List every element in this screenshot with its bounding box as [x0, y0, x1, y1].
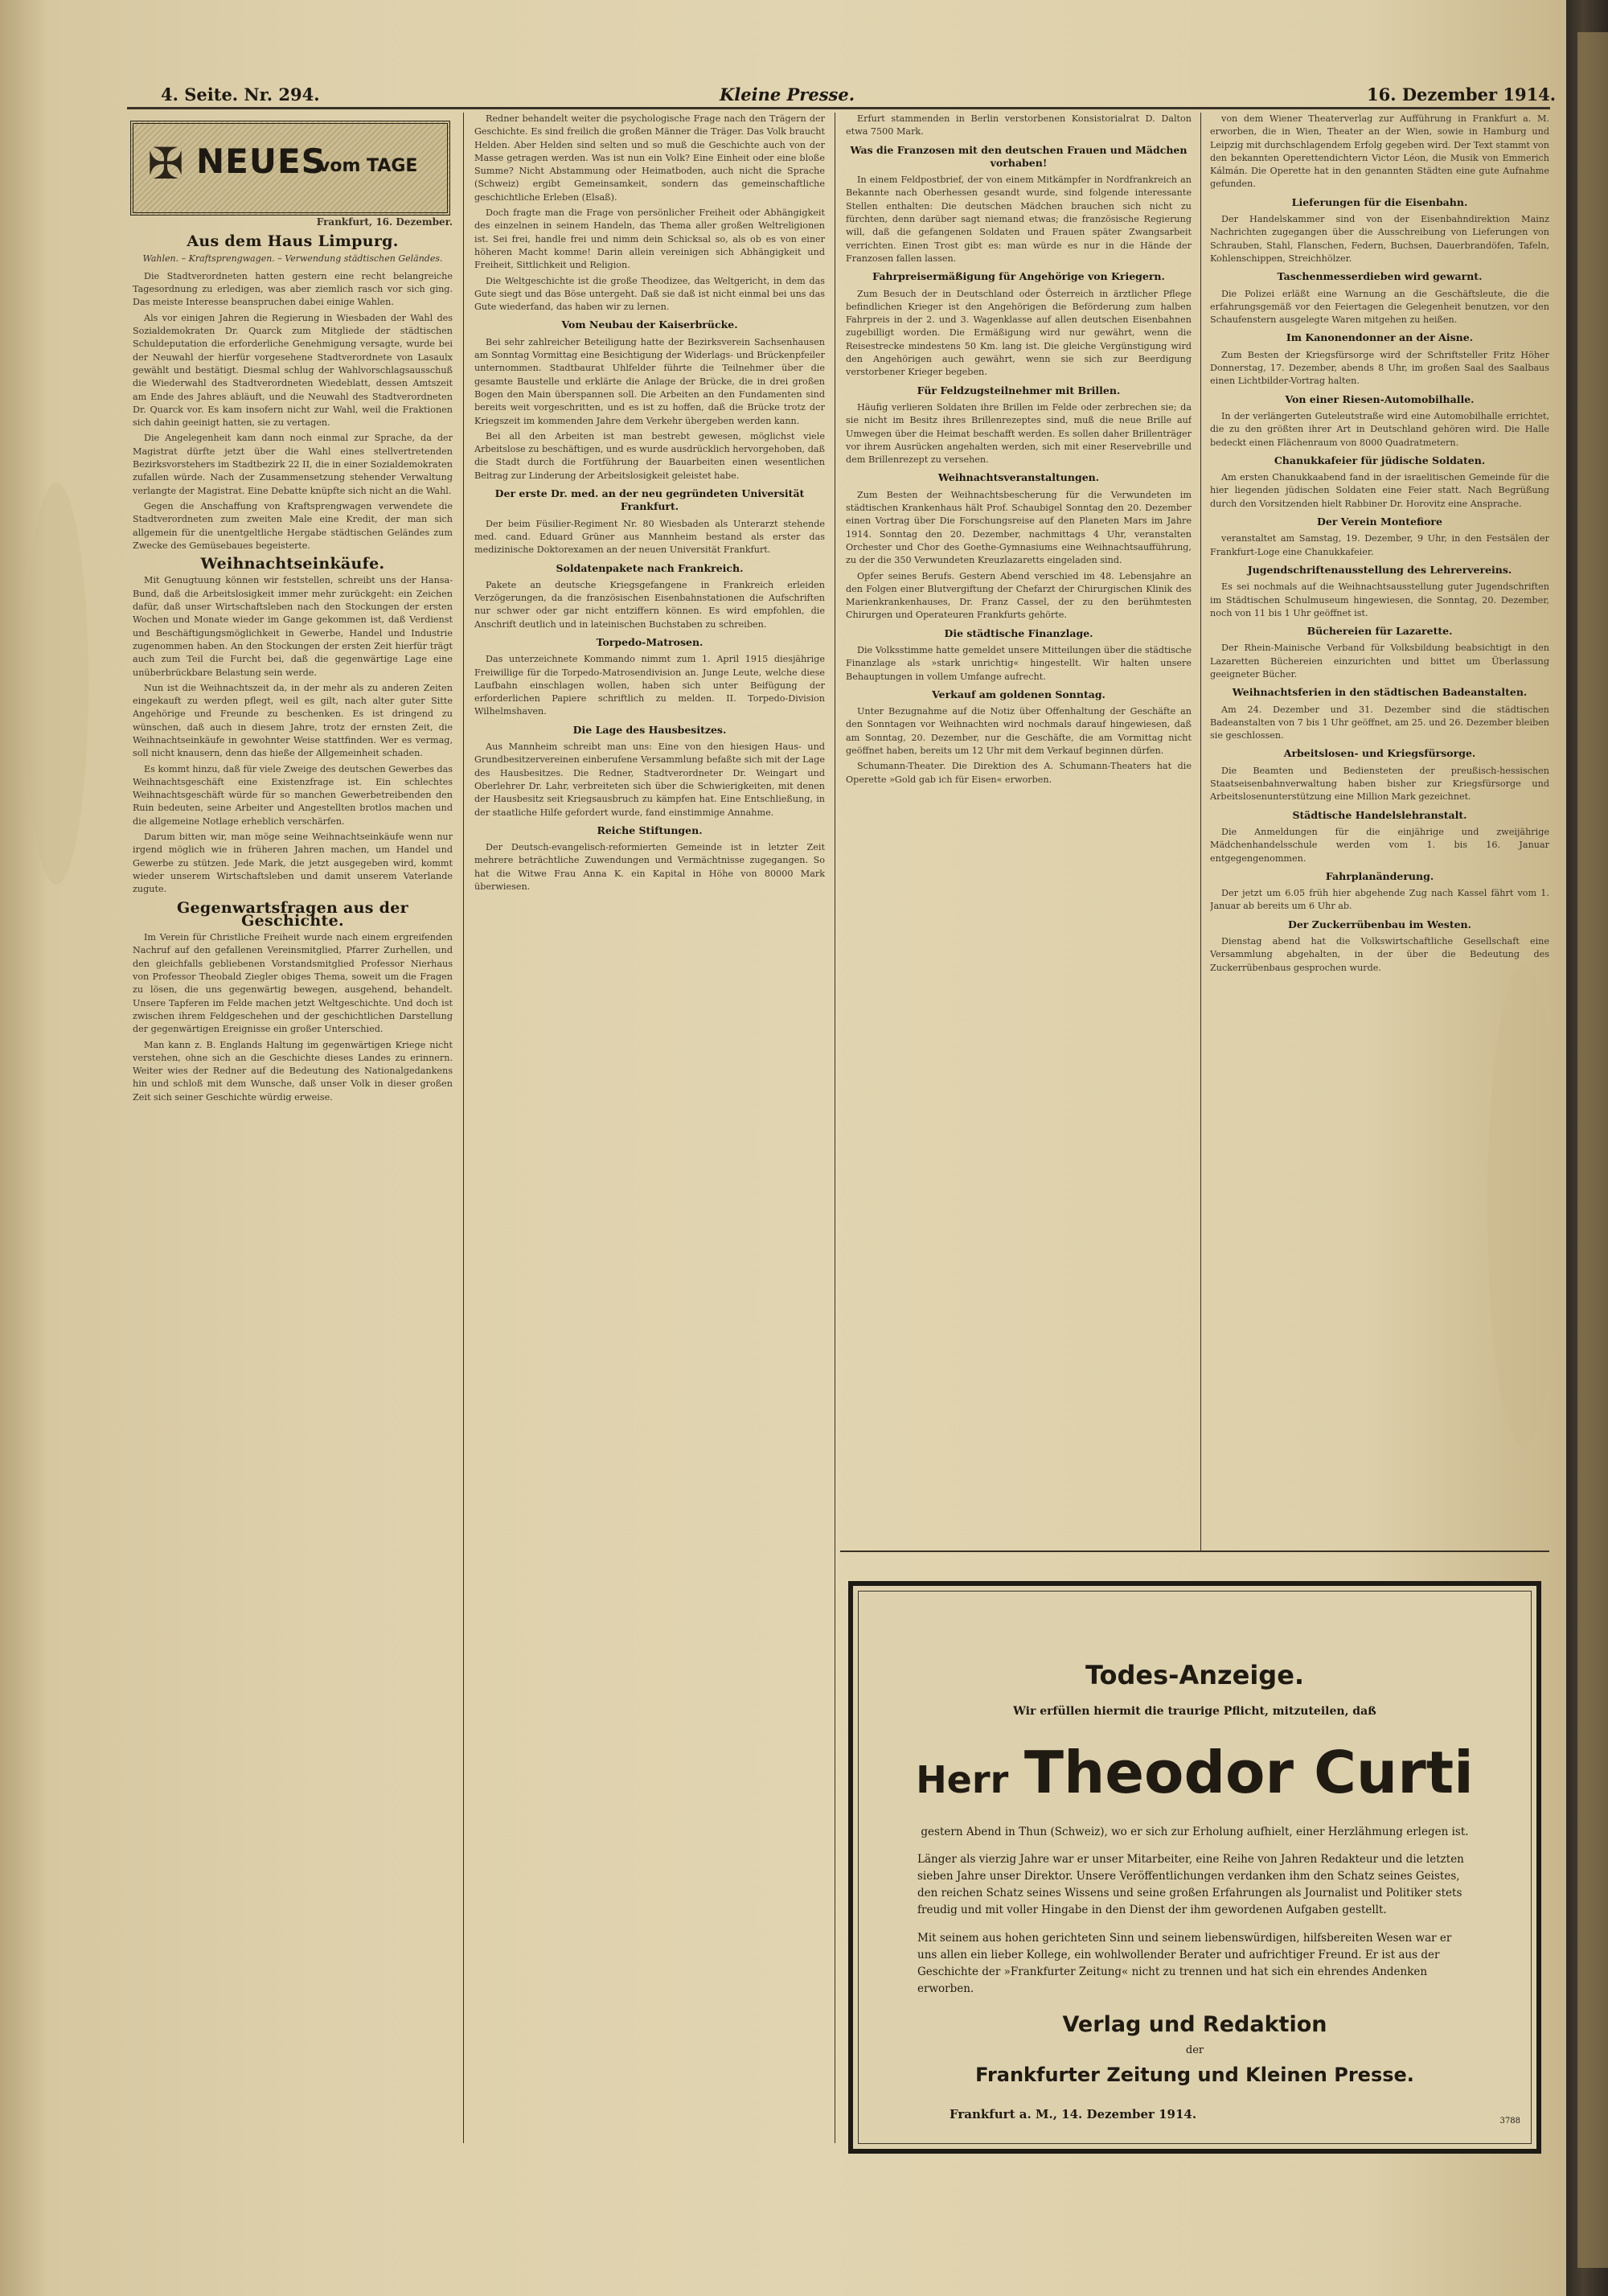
article-paragraph: Mit Genugtuung können wir feststellen, schreibt uns der Hansa-Bund, daß die Arbeitslosigkeit immer mehr zurückgeht: ein Zeichen dafür, daß unser Wirtschaftsleben nach den Stockungen der ersten Wochen und Monate wieder im Gange gekommen ist, daß Verdienst und Beschäftigungsmöglichkeit in Gewerbe, Handel und Industrie zugenommen haben. An den Stockungen der ersten Zeit hierfür trägt auch zum Teil die Furcht bei, daß die gegenwärtige Lage eine unüberbrückbare Belastung sein werde.	[133, 575, 453, 678]
article-title: Aus dem Haus Limpurg.	[187, 232, 399, 251]
article-paragraph: In der verlängerten Guteleutstraße wird eine Automobilhalle errichtet, die zu den größten ihrer Art in Deutschland gehören wird. Die Halle bedeckt einen Flächenraum von 8000 Quadratmetern.	[1210, 410, 1549, 448]
article-title: Torpedo-Matrosen.	[596, 635, 704, 648]
paper-name: Kleine Presse.	[720, 84, 855, 105]
article-paragraph: Am ersten Chanukkaabend fand in der israelitischen Gemeinde für die hier liegenden jüdischen Soldaten eine Feier statt. Nach Begrüßung durch den Vorsitzenden hielt Rabbiner Dr. Horovitz eine Ansprache.	[1210, 472, 1549, 509]
ad-body-2: Länger als vierzig Jahre war er unser Mitarbeiter, eine Reihe von Jahren Redakteur und die letzten sieben Jahre unser Direktor. Unsere Veröffentlichungen verdanken ihm den Schatz seines Geistes, den reichen Schatz seines Wissens und seine großen Erfahrungen als Journalist und Politiker stets freudig und mit voller Hingabe in den Dienst der ihm gewordenen Aufgaben gestellt.	[917, 1853, 1464, 1916]
article-title: Reiche Stiftungen.	[597, 824, 703, 836]
article-paragraph: Bei sehr zahlreicher Beteiligung hatte der Bezirksverein Sachsenhausen am Sonntag Vormittag eine Besichtigung der Widerlags- und Brückenpfeiler unternommen. Stadtbaurat Uhlfelder führte die Teilnehmer über die gesamte Baustelle und erklärte die Anlage der Brücke, die in drei großen Bogen den Main überspannen soll. Die Arbeiten an den Fundamenten sind bereits weit vorgeschritten, und es ist zu hoffen, daß die Brücke trotz der Kriegszeit im kommenden Jahre dem Verkehr übergeben werden kann.	[474, 336, 825, 426]
article-paragraph: Der Deutsch-evangelisch-reformierten Gemeinde ist in letzter Zeit mehrere beträchtliche Zuwendungen und Vermächtnisse zugegangen. So hat die Witwe Frau Anna K. ein Kapital in Höhe von 80000 Mark überwiesen.	[474, 842, 825, 893]
article-title: Weihnachtsveranstaltungen.	[937, 471, 1100, 484]
article-paragraph: Nun ist die Weihnachtszeit da, in der mehr als zu anderen Zeiten eingekauft zu werden pflegt, weil es gilt, nach alter guter Sitte Angehörige und Freunde zu beschenken. Es ist dringend zu wünschen, daß auch in diesem Jahre, trotz der ernsten Zeit, die Weihnachtseinkäufe in gewohnter Weise stattfinden. Wer es vermag, soll nicht knausern, denn das hieße der Allgemeinheit schaden.	[133, 682, 453, 759]
next-page-edge	[1577, 32, 1608, 2268]
article-title: Städtische Handelslehranstalt.	[1292, 808, 1467, 821]
page-reference: 4. Seite. Nr. 294.	[161, 84, 320, 105]
article-paragraph: Man kann z. B. Englands Haltung im gegenwärtigen Kriege nicht verstehen, ohne sich an die Geschichte dieses Landes zu erinnern. Weiter wies der Redner auf die Bedeutung des Nationalgedankens hin und schloß mit dem Wunsche, daß unser Volk in dieser großen Zeit sich seiner Geschichte würdig erweise.	[133, 1039, 453, 1103]
article-paragraph: Bei all den Arbeiten ist man bestrebt gewesen, möglichst viele Arbeitslose zu beschäftigen, und es wurde ausdrücklich hervorgehoben, daß die Stadt durch die Fortführung der Bauarbeiten einen wesentlichen Beitrag zur Linderung der Arbeitslosigkeit geleistet habe.	[474, 430, 825, 481]
article-paragraph: Als vor einigen Jahren die Regierung in Wiesbaden der Wahl des Sozialdemokraten Dr. Quarck zum Mitgliede der städtischen Schuldeputation die erforderliche Genehmigung versagte, wurde bei der Neuwahl der hierfür vorgesehene Stadtverordnete von Lasaulx gewählt und bestätigt. Diesmal schlug der Wahlvorschlagsausschuß die Wiederwahl des Stadtverordneten Wiedeblatt, dessen Amtszeit am Ende des Jahres abläuft, und die Neuwahl des Stadtverordneten Dr. Quarck vor. Es kam insofern nicht zur Wahl, weil die Fraktionen sich dahin geeinigt hatten, sie zu vertagen.	[133, 312, 453, 429]
header-rule	[127, 107, 1550, 109]
ad-heading: Todes-Anzeige.	[1085, 1660, 1305, 1690]
article-paragraph: Die Polizei erläßt eine Warnung an die Geschäftsleute, die die erfahrungsgemäß vor den Feiertagen die Gelegenheit benutzen, vor den Schaufenstern ausgelegte Waren mitgehen zu heißen.	[1210, 288, 1549, 326]
article-paragraph: Doch fragte man die Frage von persönlicher Freiheit oder Abhängigkeit des einzelnen in seinem Handeln, das Thema aller großen Weltreligionen ist. Sei frei, handle frei und nimm dein Schicksal so, als ob es von einer höheren Macht komme! Darin allein vereinigen sich Abhängigkeit und Freiheit, Sittlichkeit und Religion.	[474, 207, 825, 271]
article-title: Gegenwartsfragen aus der Geschichte.	[177, 898, 408, 930]
article-title: Der erste Dr. med. an der neu gegründeten Universität Frankfurt.	[494, 487, 805, 513]
article-paragraph: Die Beamten und Bediensteten der preußisch-hessischen Staatseisenbahnverwaltung haben bisher zur Kriegsfürsorge und Arbeitslosenunterstützung eine Million Mark gezeichnet.	[1210, 765, 1549, 803]
article-paragraph: Aus Mannheim schreibt man uns: Eine von den hiesigen Haus- und Grundbesitzervereinen einberufene Versammlung befaßte sich mit der Lage des Hausbesitzes. Die Redner, Stadtverordneter Dr. Weingart und Oberlehrer Dr. Lahr, verbreiteten sich über die Schwierigkeiten, mit denen der Hausbesitz seit Kriegsausbruch zu kämpfen hat. Eine Entschließung, in der staatliche Hilfe gefordert wurde, fand einstimmige Annahme.	[474, 741, 825, 818]
ad-number: 3788	[1499, 2117, 1520, 2126]
issue-date: 16. Dezember 1914.	[1367, 84, 1557, 105]
signature-line-1: Verlag und Redaktion	[1062, 2012, 1327, 2037]
eagle-icon: ✠	[147, 138, 184, 189]
death-notice-ad	[848, 1581, 1541, 2154]
article-title: Chanukkafeier für jüdische Soldaten.	[1274, 454, 1486, 466]
article-paragraph: Gegen die Anschaffung von Kraftsprengwagen verwendete die Stadtverordneten zum zweiten Male eine Kredit, der man sich allgemein für die unentgeltliche Hergabe städtischen Geländes zum Zwecke des Gemüsebaues begeisterte.	[133, 500, 453, 551]
article-paragraph: Das unterzeichnete Kommando nimmt zum 1. April 1915 diesjährige Freiwillige für die Torpedo-Matrosendivision an. Junge Leute, welche diese Laufbahn einschlagen wollen, haben sich unter Beifügung der erforderlichen Papiere schriftlich zu melden. II. Torpedo-Division Wilhelmshaven.	[474, 654, 825, 717]
deceased-name-line	[853, 1739, 1536, 1806]
article-title: Taschenmesserdieben wird gewarnt.	[1277, 270, 1483, 283]
article-title: Arbeitslosen- und Kriegsfürsorge.	[1283, 747, 1476, 760]
column-divider	[463, 113, 464, 2143]
article-paragraph: Am 24. Dezember und 31. Dezember sind die städtischen Badeanstalten von 7 bis 1 Uhr geöffnet, am 25. und 26. Dezember bleiben sie geschlossen.	[1210, 704, 1549, 741]
article-title: Büchereien für Lazarette.	[1306, 625, 1453, 638]
article-title: Vom Neubau der Kaiserbrücke.	[561, 318, 738, 331]
article-paragraph: Opfer seines Berufs. Gestern Abend verschied im 48. Lebensjahre an den Folgen einer Blutvergiftung der Chefarzt der Chirurgischen Klinik des Marienkrankenhauses, Dr. Franz Cassel, der zu den berühmtesten Chirurgen und Operateuren Frankfurts gehörte.	[846, 570, 1192, 621]
ad-intro: Wir erfüllen hiermit die traurige Pflicht, mitzuteilen, daß	[1013, 1705, 1376, 1718]
column-1	[133, 216, 453, 2146]
article-paragraph: Es kommt hinzu, daß für viele Zweige des deutschen Gewerbes das Weihnachtsgeschäft eine Existenzfrage ist. Ein schlechtes Weihnachtsgeschäft würde für so manchen Gewerbetreibenden den Ruin bedeuten, seine Arbeiter und Angestellten brotlos machen und die allgemeine Notlage erheblich verschärfen.	[133, 763, 453, 827]
article-title: Im Kanonendonner an der Aisne.	[1286, 331, 1474, 344]
signature-line-2: der	[1185, 2044, 1204, 2056]
article-title: Soldatenpakete nach Frankreich.	[556, 561, 744, 574]
article-paragraph: von dem Wiener Theaterverlag zur Aufführung in Frankfurt a. M. erworben, die in Wien, Theater an der Wien, sowie in Hamburg und Leipzig mit durchschlagendem Erfolg gegeben wird. Der Text stammt von den bekannten Operettendichtern Victor Léon, die Musik von Emmerich Kálmán. Die Operette hat in den genannten Städten eine gute Aufnahme gefunden.	[1210, 113, 1549, 190]
article-paragraph: Die Volksstimme hatte gemeldet unsere Mitteilungen über die städtische Finanzlage als »stark unrichtig« hingestellt. Wir halten unsere Behauptungen in vollem Umfange aufrecht.	[846, 644, 1192, 682]
article-paragraph: In einem Feldpostbrief, der von einem Mitkämpfer in Nordfrankreich an Bekannte nach Oberhessen gesandt wurde, sind folgende interessante Stellen enthalten: Die deutschen Mädchen brauchen sich nicht zu fürchten, denn darüber sagt niemand etwas; die französische Regierung will, daß die gefangenen Soldaten und Frauen später Zwangsarbeit verrichten. Einen Trost gibt es: man würde es nur in die Hände der Franzosen fallen lassen.	[846, 175, 1192, 264]
article-paragraph: Der Rhein-Mainische Verband für Volksbildung beabsichtigt in den Lazaretten Büchereien einzurichten und bittet um Überlassung geeigneter Bücher.	[1210, 643, 1549, 680]
ad-divider	[840, 1551, 1549, 1552]
logo-text: NEUES	[196, 142, 326, 181]
article-title: Der Zuckerrübenbau im Westen.	[1288, 918, 1471, 930]
ad-body-3: Mit seinem aus hohen gerichteten Sinn und seinem liebenswürdigen, hilfsbereiten Wesen war er uns allen ein lieber Kollege, ein wohlwollender Berater und aufrichtiger Freund. Er ist aus der Geschichte der »Frankfurter Zeitung« nicht zu trennen und hat sich ein ehrendes Andenken erworben.	[917, 1932, 1452, 1995]
place-date: Frankfurt a. M., 14. Dezember 1914.	[950, 2107, 1197, 2121]
neues-vom-tage-logo	[130, 121, 450, 216]
article-paragraph: Die Angelegenheit kam dann noch einmal zur Sprache, da der Magistrat dürfte jetzt über die Wahl eines stellvertretenden Bezirksvorstehers im Stadtbezirk 22 II, die in einer Sozialdemokraten zufallen würde. Nach der Zusammensetzung stehender Verwaltung verlangte der Magistrat. Eine Debatte knüpfte sich nicht an die Wahl.	[133, 433, 453, 496]
article-paragraph: Die Stadtverordneten hatten gestern eine recht belangreiche Tagesordnung zu erledigen, was aber ziemlich rasch vor sich ging. Das meiste Interesse beanspruchen dabei einige Wahlen.	[133, 270, 453, 308]
column-3	[846, 113, 1192, 1544]
article-title: Was die Franzosen mit den deutschen Frauen und Mädchen vorhaben!	[850, 143, 1188, 169]
article-paragraph: Zum Besten der Weihnachtsbescherung für die Verwundeten im städtischen Krankenhaus hält Prof. Schaubigel Sonntag den 20. Dezember einen Vortrag über Die Forschungsreise auf den Planeten Mars im Jahre 1914. Sonntag den 20. Dezember, nachmittags 4 Uhr, veranstalten Orchester und Chor des Goethe-Gymnasiums eine Weihnachtsaufführung, zu der die 350 Verwundeten Kreuzlazaretts eingeladen sind.	[846, 489, 1192, 566]
article-subtitle: Wahlen. – Kraftsprengwagen. – Verwendung städtischen Geländes.	[142, 253, 443, 264]
column-divider	[1200, 113, 1201, 1552]
ad-body-1: gestern Abend in Thun (Schweiz), wo er sich zur Erholung aufhielt, einer Herzlähmung erlegen ist.	[921, 1826, 1469, 1838]
article-paragraph: Die Weltgeschichte ist die große Theodizee, das Weltgericht, in dem das Gute siegt und das Böse untergeht. Daß sie daß ist nicht einmal bei uns das Gute wiederfand, das haben wir zu lernen.	[474, 275, 825, 313]
article-paragraph: Unter Bezugnahme auf die Notiz über Offenhaltung der Geschäfte an den Sonntagen vor Weihnachten wird nochmals darauf hingewiesen, daß am Sonntag, 20. Dezember, nur die Geschäfte, die am Vormittag nicht geöffnet haben, bereits um 12 Uhr mit dem Verkauf beginnen dürfen.	[846, 706, 1192, 757]
logo-text-small: vom TAGE	[318, 156, 418, 176]
article-paragraph: Häufig verlieren Soldaten ihre Brillen im Felde oder zerbrechen sie; da sie nicht im Besitz ihres Brillenrezeptes sind, muß die neue Brille auf Umwegen über die Heimat beschafft werden. Es sollen daher Brillenträger vor ihrem Ausrücken angehalten werden, sich mit einer Reservebrille und dem Brillenrezept zu versehen.	[846, 401, 1192, 466]
article-paragraph: Schumann-Theater. Die Direktion des A. Schumann-Theaters hat die Operette »Gold gab ich für Eisen« erworben.	[846, 761, 1192, 785]
article-title: Fahrpreisermäßigung für Angehörige von Kriegern.	[872, 270, 1165, 283]
article-title: Von einer Riesen-Automobilhalle.	[1285, 392, 1475, 405]
article-paragraph: Zum Besten der Kriegsfürsorge wird der Schriftsteller Fritz Höher Donnerstag, 17. Dezember, abends 8 Uhr, im großen Saal des Saalbaus einen Lichtbilder-Vortrag halten.	[1210, 349, 1549, 387]
article-paragraph: Darum bitten wir, man möge seine Weihnachtseinkäufe wenn nur irgend möglich wie in früheren Jahren machen, um Handel und Gewerbe zu stützen. Jede Mark, die jetzt ausgegeben wird, kommt wieder unserem Wirtschaftsleben und damit unserem Vaterlande zugute.	[133, 832, 453, 895]
article-paragraph: Es sei nochmals auf die Weihnachtsausstellung guter Jugendschriften im Städtischen Schulmuseum hingewiesen, die Sonntag, 20. Dezember, noch von 11 bis 1 Uhr geöffnet ist.	[1210, 581, 1549, 618]
article-title: Lieferungen für die Eisenbahn.	[1291, 195, 1468, 208]
paper-stain	[24, 483, 88, 885]
name-prefix: Herr	[916, 1758, 1009, 1801]
article-paragraph: Der beim Füsilier-Regiment Nr. 80 Wiesbaden als Unterarzt stehende med. cand. Eduard Grüner aus Mannheim bestand als erster das medizinische Doktorexamen an der neuen Universität Frankfurt.	[474, 518, 825, 556]
article-paragraph: Erfurt stammenden in Berlin verstorbenen Konsistorialrat D. Dalton etwa 7500 Mark.	[846, 113, 1192, 138]
article-paragraph: Pakete an deutsche Kriegsgefangene in Frankreich erleiden Verzögerungen, da die französischen Eisenbahnstationen die Aufschriften nur schwer oder gar nicht entziffern können. Es wird empfohlen, die Anschrift deutlich und in lateinischen Buchstaben zu schreiben.	[474, 579, 825, 630]
deceased-name: Theodor Curti	[1023, 1739, 1474, 1806]
dateline: Frankfurt, 16. Dezember.	[316, 216, 453, 228]
column-2	[474, 113, 825, 2143]
article-paragraph: Im Verein für Christliche Freiheit wurde nach einem ergreifenden Nachruf auf den gefallenen Vereinsmitglied, Pfarrer Zurhellen, und den gleichfalls gebliebenen Vorstandsmitglied Professor Nierhaus von Professor Theobald Ziegler obiges Thema, soweit um die Fragen zu lösen, die uns gegenwärtig bewegen, ausgehend, behandelt. Unsere Tapferen im Felde machen jetzt Weltgeschichte. Und doch ist zwischen ihrem Feldgeschehen und der geschichtlichen Darstellung der gegenwärtigen Ereignisse ein großer Unterschied.	[133, 932, 453, 1035]
article-title: Die städtische Finanzlage.	[944, 626, 1093, 639]
article-title: Der Verein Montefiore	[1317, 515, 1442, 528]
article-title: Fahrplanänderung.	[1325, 869, 1434, 882]
article-title: Weihnachtseinkäufe.	[200, 555, 385, 573]
article-paragraph: Zum Besuch der in Deutschland oder Österreich in ärztlicher Pflege befindlichen Krieger ist den Angehörigen die Beförderung zum halben Fahrpreis in der 2. und 3. Wagenklasse auf allen deutschen Eisenbahnen zugebilligt worden. Die Ermäßigung wird nur gewährt, wenn die Reisestrecke mindestens 50 Km. lang ist. Die gleiche Vergünstigung wird den Angehörigen auch gewährt, wenn sie sich zur Beerdigung verstorbener Krieger begeben.	[846, 288, 1192, 378]
article-paragraph: veranstaltet am Samstag, 19. Dezember, 9 Uhr, in den Festsälen der Frankfurt-Loge eine Chanukkafeier.	[1210, 533, 1549, 557]
column-4	[1210, 113, 1549, 1544]
article-title: Die Lage des Hausbesitzes.	[572, 723, 727, 736]
article-title: Jugendschriftenausstellung des Lehrervereins.	[1247, 563, 1512, 576]
signature-line-3: Frankfurter Zeitung und Kleinen Presse.	[975, 2064, 1414, 2086]
article-title: Weihnachtsferien in den städtischen Badeanstalten.	[1232, 686, 1528, 699]
article-paragraph: Der jetzt um 6.05 früh hier abgehende Zug nach Kassel fährt vom 1. Januar ab bereits um 6 Uhr ab.	[1210, 888, 1549, 912]
article-title: Verkauf am goldenen Sonntag.	[932, 688, 1106, 700]
article-paragraph: Die Anmeldungen für die einjährige und zweijährige Mädchenhandelsschule werden vom 1. bis 16. Januar entgegengenommen.	[1210, 826, 1549, 864]
article-paragraph: Dienstag abend hat die Volkswirtschaftliche Gesellschaft eine Versammlung abgehalten, in der über die Bedeutung des Zuckerrübenbaus gesprochen wurde.	[1210, 936, 1549, 973]
article-title: Für Feldzugsteilnehmer mit Brillen.	[917, 384, 1121, 396]
article-paragraph: Redner behandelt weiter die psychologische Frage nach den Trägern der Geschichte. Es sind freilich die großen Männer die Träger. Das Volk braucht Helden. Aber Helden sind selten und so muß die Geschichte auch von der Masse getragen werden. Was ist nun ein Volk? Eine Einheit oder eine bloße Summe? Nicht Abstammung oder Heimatboden, auch nicht die Sprache (Schweiz) ergibt Gemeinsamkeit, sondern das gemeinschaftliche geschichtliche Erleben (Elsaß).	[474, 113, 825, 203]
article-paragraph: Der Handelskammer sind von der Eisenbahndirektion Mainz Nachrichten zugegangen über die Ausschreibung von Lieferungen von Schrauben, Stahl, Flanschen, Federn, Buchsen, Dauerbrandöfen, Tafeln, Kohlenschippen, Streichhölzer.	[1210, 214, 1549, 264]
